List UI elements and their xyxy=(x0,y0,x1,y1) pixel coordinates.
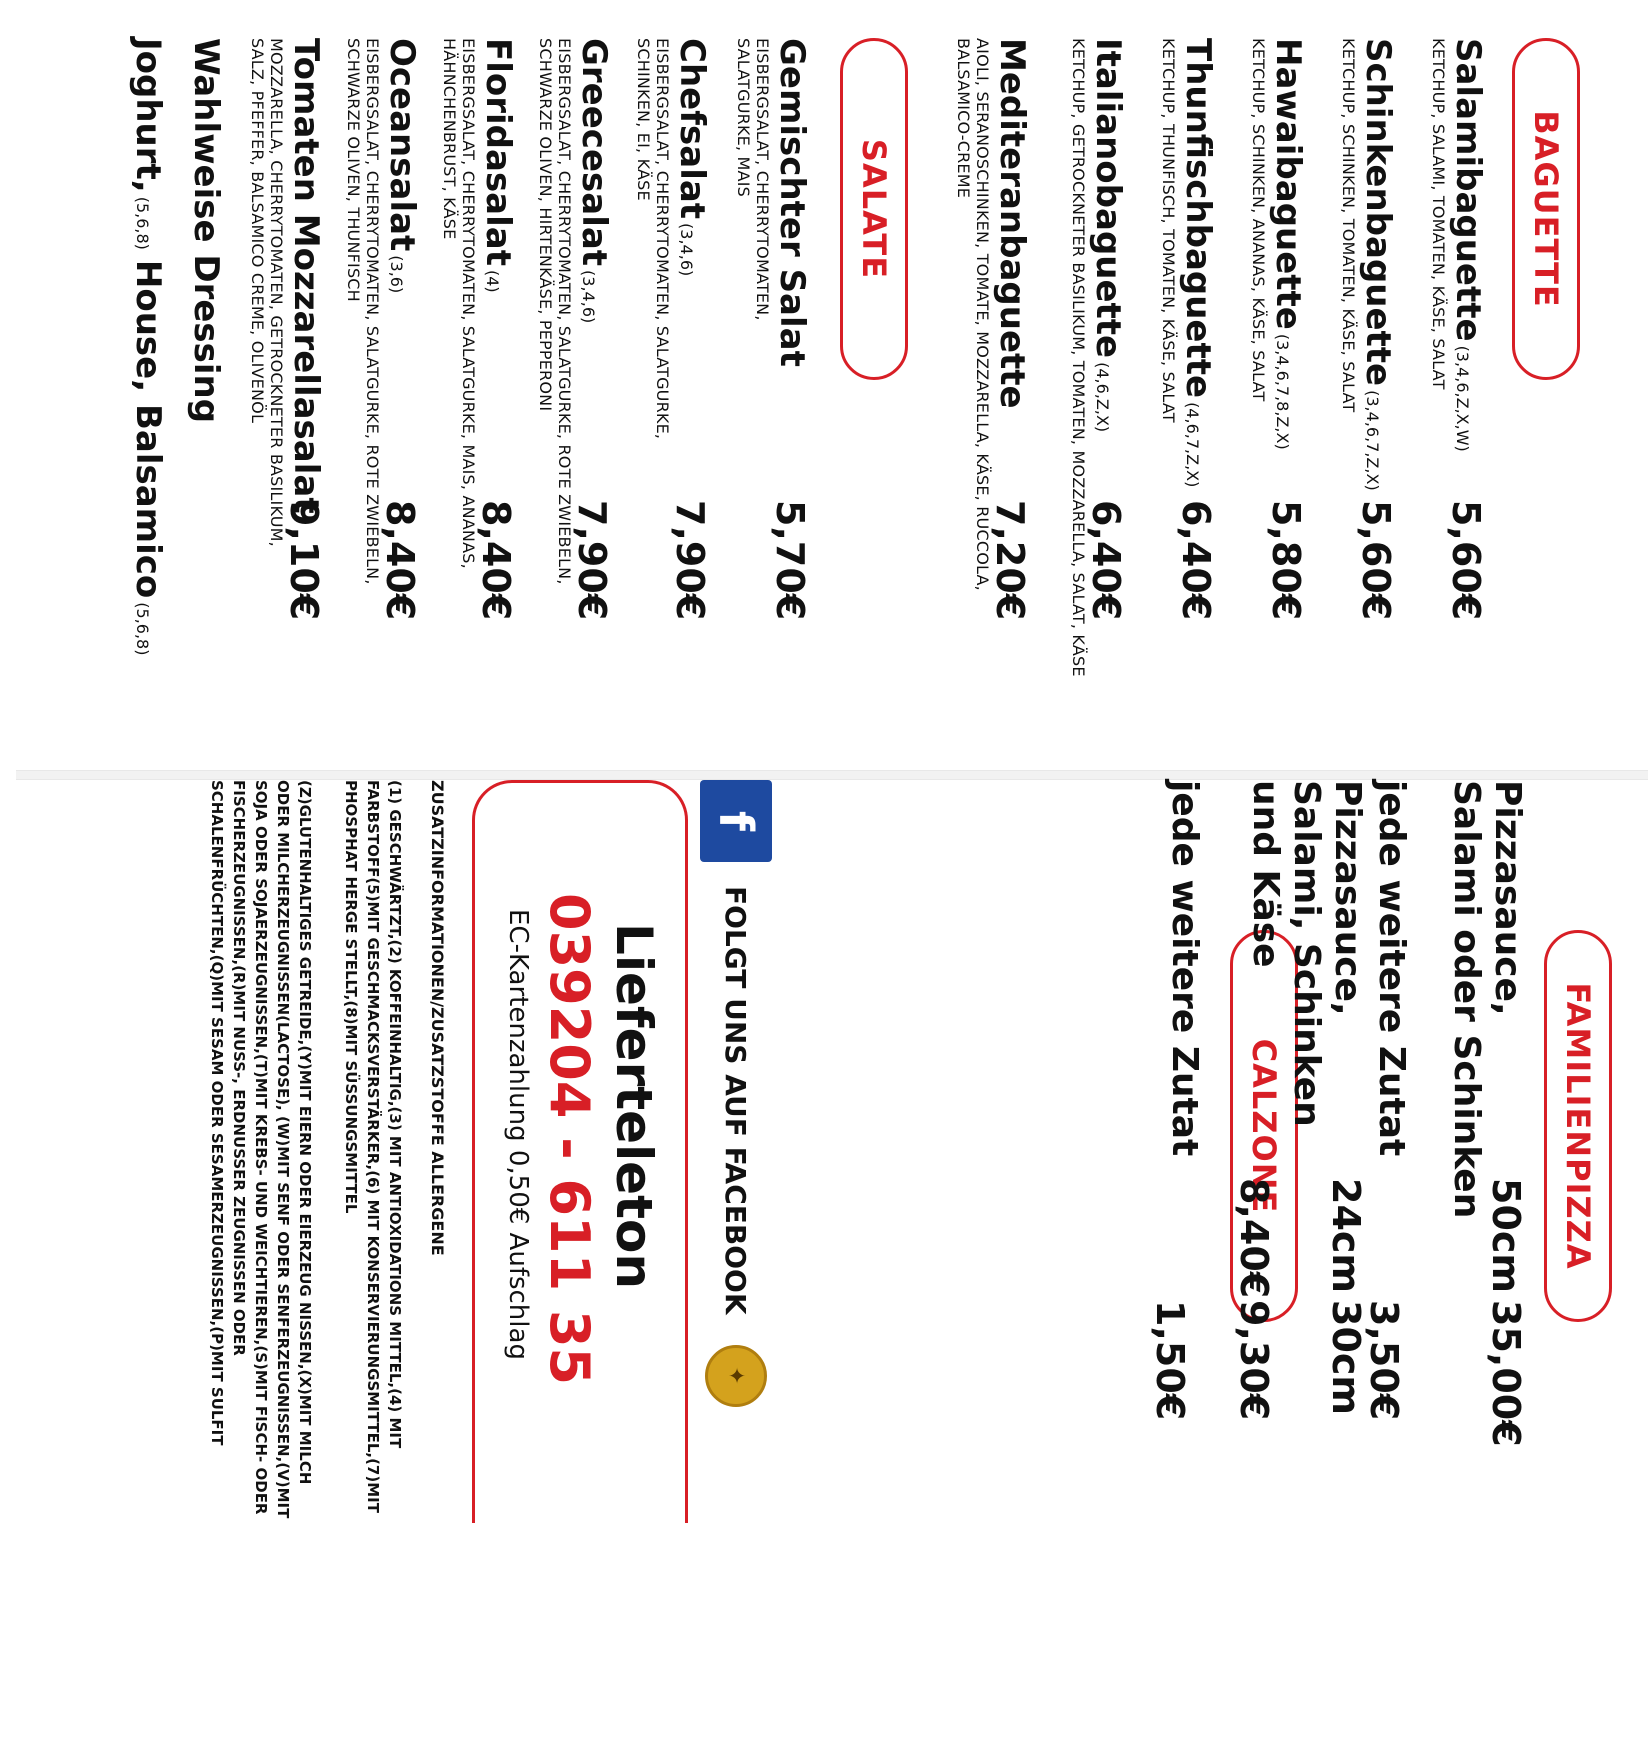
zusatz-paragraph-2: (Z)GLUTENHALTIGES GETREIDE,(Y)MIT EIERN ODER EIERZEUG NISSEN,(X)MIT MILCH ODER MILCHERZEUGNISSEN(LACTOSE), (W)MIT SENF ODER SENFERZEUGNISSEN,(V)MIT SOJA ODER SOJAERZEUGNISSEN,(T)MIT KREBS- UND WEICHTIEREN,(S)MIT FISCH- ODER FISCHERZEUGNISSEN,(R)MIT NUSS-, ERDNUSSER ZEUGNISSEN ODER SCHALENFRÜCHTEN,(Q)MIT SESAM ODER SESAMERZEUGNISSEN,(P)MIT SULFIT xyxy=(208,780,314,1519)
rotated-content-top xyxy=(16,8,1648,768)
zusatz-paragraph-1: (1) GESCHWÄRTZT,(2) KOFFEINHALTIG,(3) MIT ANTIOXIDATIONS MITTEL,(4) MIT FARBSTOFF(5)MIT GESCHMACKSVERSTÄRKER,(6) MIT KONSERVIERUNGSMITTEL,(7)MIT PHOSPHAT HERGE STELLT,(8)MIT SÜSSUNGSMITTEL xyxy=(342,780,404,1513)
dressing-house-balsamico: House, Balsamico xyxy=(128,259,168,599)
item-name: Gemischter Salat xyxy=(772,38,812,367)
item-desc: KETCHUP, GETROCKNETER BASILIKUM, TOMATEN, MOZZARELLA, SALAT, KÄSE xyxy=(1069,38,1088,677)
baguette-section-header xyxy=(1512,38,1580,380)
familienpizza-size: 50cm xyxy=(1484,1178,1528,1294)
facebook-icon[interactable]: f xyxy=(700,780,772,862)
item-name: Mediteranbaguette xyxy=(992,38,1032,409)
page-fold xyxy=(16,770,1648,780)
item-desc: KETCHUP, THUNFISCH, TOMATEN, KÄSE, SALAT xyxy=(1159,38,1178,423)
item-price: 8,40€ xyxy=(474,500,518,621)
dressing-codes-a: (5,6,8) xyxy=(133,196,152,250)
salat-item-florida xyxy=(422,38,518,758)
familienpizza-price: 35,00€ xyxy=(1484,1300,1528,1447)
item-price: 6,40€ xyxy=(1174,500,1218,621)
item-price: 8,40€ xyxy=(378,500,422,621)
item-price: 7,20€ xyxy=(988,500,1032,621)
familienpizza-section-header xyxy=(1544,930,1612,1322)
item-name: Hawaibaguette xyxy=(1268,38,1308,330)
calzone-title: CALZONE xyxy=(1230,930,1298,1322)
zusatz-heading: ZUSATZINFORMATIONEN/ZUSATZSTOFFE ALLERGENE xyxy=(428,780,447,1256)
familienpizza-extra-price: 3,50€ xyxy=(1362,1300,1406,1421)
salate-list xyxy=(116,38,812,758)
salat-item-gemischt xyxy=(712,38,812,758)
item-price: 5,60€ xyxy=(1444,500,1488,621)
item-codes: (3,4,6) xyxy=(677,223,696,277)
item-desc: EISBERGSALAT, CHERRYTOMATEN, SALATGURKE, SCHINKEN, EI, KÄSE xyxy=(634,38,672,440)
item-name: Chefsalat xyxy=(672,38,712,220)
familienpizza-title: FAMILIENPIZZA xyxy=(1544,930,1612,1322)
delivery-title: Lieferteleton xyxy=(605,923,663,1289)
item-price: 6,40€ xyxy=(1084,500,1128,621)
dressing-joghurt: Joghurt, xyxy=(128,38,168,193)
delivery-phone[interactable]: 039204 - 611 35 xyxy=(538,893,601,1386)
item-name: Salamibaguette xyxy=(1448,38,1488,342)
salat-item-ocean xyxy=(326,38,422,758)
item-desc: EISBERGSALAT, CHERRYTOMATEN, SALATGURKE, ROTE ZWIEBELN, SCHWARZE OLIVEN, HIRTENKÄSE, PEPPERONI xyxy=(536,38,574,585)
item-codes: (4,6,Z,X) xyxy=(1093,362,1112,433)
calzone-line2: Salami, Schinken xyxy=(1286,780,1327,1127)
item-name: Italianobaguette xyxy=(1088,38,1128,359)
salate-section-header xyxy=(840,38,908,380)
salate-title: SALATE xyxy=(840,38,908,380)
menu-page-baguette-salate xyxy=(16,8,1648,768)
baguette-item-hawai xyxy=(1218,38,1308,758)
item-codes: (3,6) xyxy=(387,255,406,294)
item-name: Floridasalat xyxy=(478,38,518,266)
item-name: Thunfischbaguette xyxy=(1178,38,1218,399)
dressing-codes-b: (5,6,8) xyxy=(133,602,152,656)
baguette-item-thunfisch xyxy=(1128,38,1218,758)
item-codes: (3,4,6,7,Z,X) xyxy=(1363,390,1382,491)
item-price: 5,60€ xyxy=(1354,500,1398,621)
calzone-price-large: 9,30€ xyxy=(1232,1300,1276,1421)
item-desc: EISBERGSALAT, CHERRYTOMATEN, SALATGURKE, MAIS xyxy=(734,38,772,321)
menu-page-pizza-info xyxy=(16,780,1648,1530)
item-desc: MOZZARELLA, CHERRYTOMATEN, GETROCKNETER BASILIKUM, SALZ, PFEFFER, BALSAMICO CREME, OLIVENÖL xyxy=(248,38,286,547)
item-name: Schinkenbaguette xyxy=(1358,38,1398,387)
familienpizza-line1: Pizzasauce, xyxy=(1487,780,1528,1016)
item-price: 9,10€ xyxy=(282,500,326,621)
item-desc: AIOLI, SERANOSCHINKEN, TOMATE, MOZZARELLA, KÄSE, RUCCOLA, BALSAMICO-CREME xyxy=(954,38,992,591)
item-name: Oceansalat xyxy=(382,38,422,252)
item-name: Tomaten Mozzarellasalat xyxy=(286,38,326,514)
item-price: 5,80€ xyxy=(1264,500,1308,621)
item-price: 5,70€ xyxy=(768,500,812,621)
item-desc: EISBERGSALAT, CHERRYTOMATEN, SALATGURKE, ROTE ZWIEBELN, SCHWARZE OLIVEN, THUNFISCH xyxy=(344,38,382,585)
baguette-list xyxy=(932,38,1488,758)
item-codes: (3,4,6) xyxy=(579,270,598,324)
baguette-item-salami xyxy=(1398,38,1488,758)
salat-item-greece xyxy=(518,38,614,758)
item-price: 7,90€ xyxy=(570,500,614,621)
facebook-row[interactable] xyxy=(694,780,778,1520)
calzone-line1: Pizzasauce, xyxy=(1327,780,1368,1016)
item-codes: (4,6,7,Z,X) xyxy=(1183,402,1202,488)
salat-item-tomaten-mozzarella xyxy=(226,38,326,758)
facebook-text[interactable]: FOLGT UNS AUF FACEBOOK xyxy=(719,886,753,1315)
item-desc: KETCHUP, SALAMI, TOMATEN, KÄSE, SALAT xyxy=(1429,38,1448,390)
familienpizza-line2: Salami oder Schinken xyxy=(1446,780,1487,1219)
delivery-card-note: EC-Kartenzahlung 0,50€ Aufschlag xyxy=(503,909,533,1360)
calzone-extra-price: 1,50€ xyxy=(1148,1300,1192,1421)
zusatz-block xyxy=(206,780,448,1520)
familienpizza-extra-label: jede weitere Zutat xyxy=(1371,780,1412,1157)
item-codes: (3,4,6,7,8,Z,X) xyxy=(1273,333,1292,450)
rotated-content-bottom xyxy=(16,780,1648,1530)
calzone-size-small: 24cm xyxy=(1324,1178,1368,1294)
item-desc: KETCHUP, SCHINKEN, TOMATEN, KÄSE, SALAT xyxy=(1339,38,1358,413)
dressing-title: Wahlweise Dressing xyxy=(186,38,226,424)
baguette-item-mediteran xyxy=(932,38,1032,758)
item-codes: (3,4,6,Z,X,W) xyxy=(1453,345,1472,452)
salat-item-chef xyxy=(614,38,712,758)
item-codes: (4) xyxy=(483,269,502,293)
calzone-extra-label: jede weitere Zutat xyxy=(1164,780,1205,1157)
baguette-item-italiano xyxy=(1032,38,1128,758)
item-name: Greecesalat xyxy=(574,38,614,267)
baguette-title: BAGUETTE xyxy=(1512,38,1580,380)
item-price: 7,90€ xyxy=(668,500,712,621)
calzone-block xyxy=(1038,780,1368,1520)
calzone-price-small: 8,40€ xyxy=(1232,1178,1276,1299)
item-desc: EISBERGSALAT, CHERRYTOMATEN, SALATGURKE, MAIS, ANANAS, HÄHNCHENBRUST, KÄSE xyxy=(440,38,478,569)
item-desc: KETCHUP, SCHINKEN, ANANAS, KÄSE, SALAT xyxy=(1249,38,1268,402)
calzone-size-large: 30cm xyxy=(1324,1300,1368,1416)
pizzeria-logo-icon: ✦ xyxy=(705,1345,767,1407)
delivery-box xyxy=(472,780,688,1523)
calzone-line3: und Käse xyxy=(1245,780,1286,968)
dressing-block xyxy=(116,38,226,758)
baguette-item-schinken xyxy=(1308,38,1398,758)
